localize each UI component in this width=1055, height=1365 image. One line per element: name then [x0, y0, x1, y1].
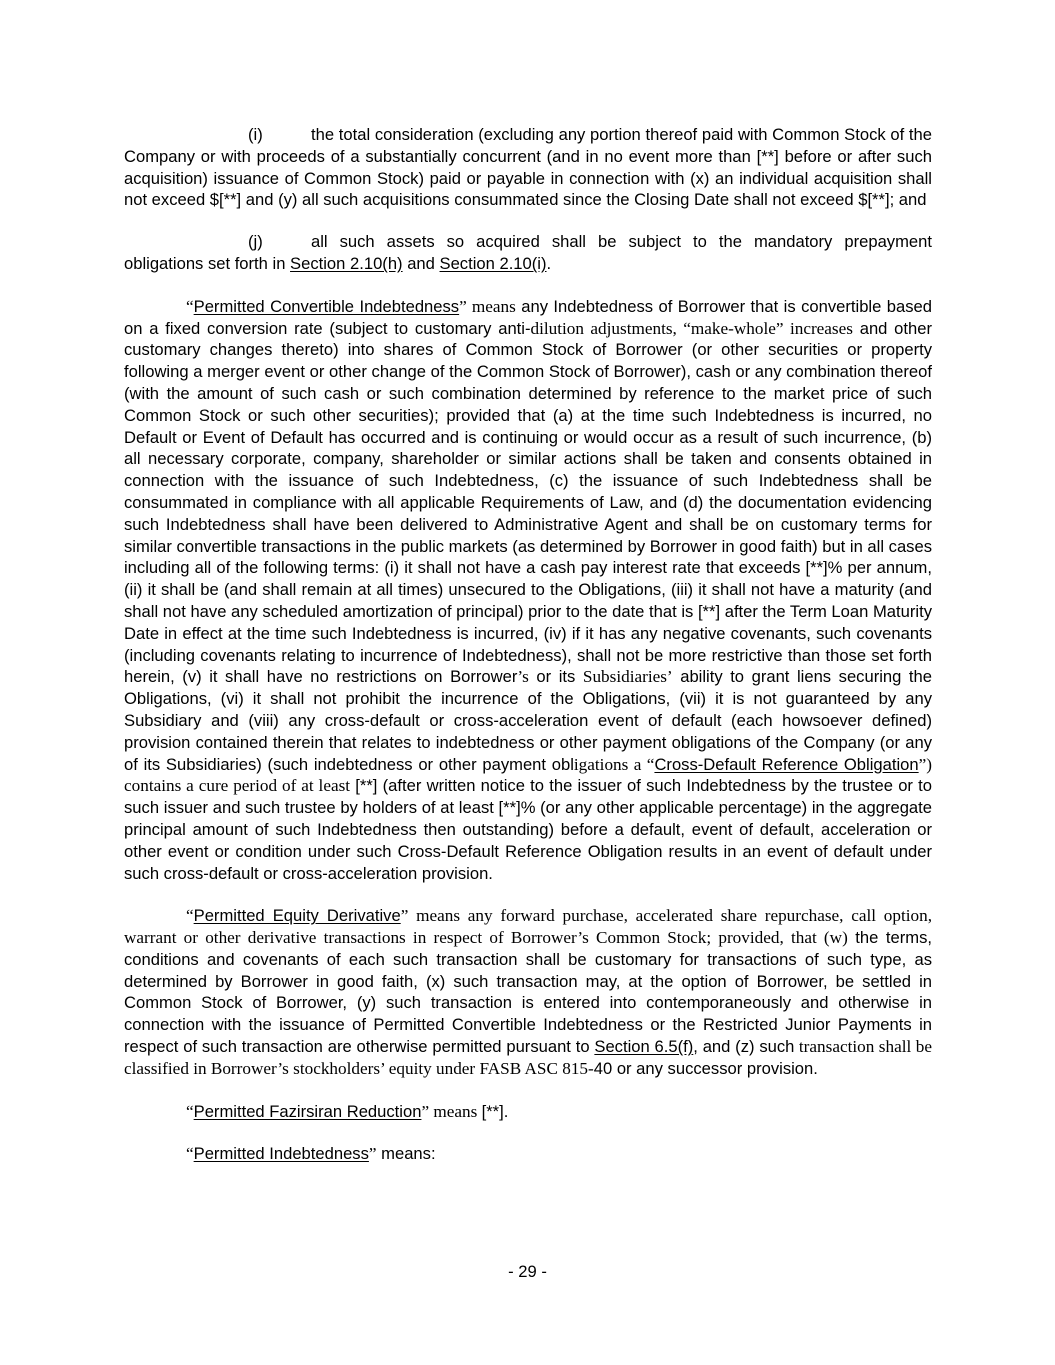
close-quote: ” — [421, 1101, 430, 1121]
defined-term: Permitted Fazirsiran Reduction — [193, 1101, 422, 1121]
page-number: - 29 - — [508, 1262, 547, 1281]
definition-body: transaction shall be classified in Borrower’s stockholders’ equity under FASB ASC 815- — [124, 1037, 932, 1078]
definition-body: ’s — [517, 667, 529, 687]
defined-term: Permitted Equity Derivative — [193, 906, 401, 926]
section-6-5-f-reference: Section 6.5(f) — [594, 1037, 694, 1057]
clause-j-paragraph — [124, 231, 932, 275]
definition-body: , and (z) such — [693, 1037, 795, 1057]
definition-body: 40 or any successor provision. — [593, 1058, 818, 1078]
defined-term: Permitted Convertible Indebtedness — [193, 296, 460, 316]
definition-body: ability to grant liens securing the Obligations, (vi) it shall not prohibit the incurrence of the Obligations, (vii) it is not guaranteed by any Subsidiary and (viii) any cross-default or cross-acceleration event of default (each howsoever defined) provision contained therein that relates to indebtedness or other payment obligations of the Company (or any of its Subsidiaries) (such indebtedness or other payment obl — [124, 667, 932, 774]
clause-j-period: . — [546, 253, 552, 273]
open-quote: “ — [186, 906, 194, 926]
means-word: means — [429, 1101, 482, 1121]
definition-body: dilution adjustments, “make-whole” increases — [530, 318, 853, 338]
definition-permitted-indebtedness — [124, 1143, 932, 1165]
open-quote: “ — [186, 296, 194, 316]
inner-defined-term: Cross-Default Reference Obligation — [654, 754, 919, 774]
section-2-10-i-reference: Section 2.10(i) — [439, 253, 547, 273]
definition-body: [**] (after written notice to the issuer of such Indebtedness by the trustee or to such issuer and such trustee by holders of at least [**]% (or any other applicable percentage) in the aggregate principal amount of such Indebtedness then outstanding) before a default, event of default, acceleration or other event or condition under such Cross-Default Reference Obligation results in an event of default under such cross-default or cross-acceleration provision. — [124, 776, 933, 883]
defined-term: Permitted Indebtedness — [193, 1144, 369, 1164]
spacer — [124, 1080, 932, 1101]
definition-body: or its — [528, 667, 583, 687]
definition-permitted-equity-derivative — [124, 905, 932, 1079]
close-quote: ” — [459, 296, 467, 316]
definition-body: means any forward purchase, accelerated share repurchase, call option, warrant or other derivative transactions in respect of Borrower’s Common Stock; provided, that (w) — [124, 906, 932, 948]
definition-body: the terms, conditions and covenants of each such transaction shall be customary for transactions of such type, as determined by Borrower in good faith, (x) such transaction may, at the option of Borrower, be settled in Common Stock of Borrower, (y) such transaction is entered into contemporaneously and otherwise in connection with the issuance of Permitted Convertible Indebtedness or the Restricted Junior Payments in respect of such transaction are otherwise permitted pursuant to — [124, 928, 932, 1057]
clause-i-paragraph — [124, 124, 932, 211]
section-2-10-h-reference: Section 2.10(h) — [290, 253, 403, 273]
definition-body: Subsidiaries’ — [582, 667, 673, 687]
spacer — [124, 275, 932, 296]
close-quote: ” — [400, 906, 409, 926]
clause-i-number: (i) — [248, 125, 263, 144]
clause-i-text: the total consideration (excluding any portion thereof paid with Common Stock of the Company or with proceeds of a substantially concurrent (and in no event more than [**] before or after such acquisition) issuance of Common Stock) paid or payable in connection with (x) an individual acquisition shall not exceed $[**] and (y) all such acquisitions consummated since the Closing Date shall not exceed $[**]; and — [124, 125, 932, 210]
spacer — [124, 1122, 932, 1143]
open-quote: “ — [186, 1101, 194, 1121]
page-content — [124, 124, 932, 1165]
definition-value: [**]. — [481, 1101, 509, 1121]
spacer — [124, 211, 932, 231]
definition-permitted-convertible-indebtedness — [124, 296, 932, 885]
clause-j-conjunction: and — [402, 253, 440, 273]
definition-body: and other customary changes thereto) into shares of Common Stock of Borrower (or other securities or property following a merger event or other change of the Common Stock of Borrower), cash or any combination thereof (with the amount of such cash or such combination determined by reference to the market price of such Common Stock or such other securities); provided that (a) at the time such Indebtedness is incurred, no Default or Event of Default has occurred and is continuing or would occur as a result of such incurrence, (b) all necessary corporate, company, shareholder or similar actions shall be taken and consents obtained in connection with the issuance of such Indebtedness, (c) the issuance of such Indebtedness shall be consummated in compliance with all applicable Requirements of Law, and (d) the documentation evidencing such Indebtedness shall have been delivered to Administrative Agent and shall be on customary terms for similar convertible transactions in the public markets (as determined by Borrower in good faith) but in all cases including all of the following terms: (i) it shall not have a cash pay interest rate that exceeds [**]% per annum, (ii) it shall be (and shall remain at all times) unsecured to the Obligations, (iii) it shall not have a maturity (and shall not have any scheduled amortization of principal) prior to the date that is [**] after the Term Loan Maturity Date in effect at the time such Indebtedness is incurred, (iv) if it has any negative covenants, such covenants (including covenants relating to incurrence of Indebtedness), shall not be more restrictive than those set forth herein, (v) it shall have no restrictions on Borrower — [124, 318, 933, 687]
means-word: means: — [376, 1144, 436, 1164]
definition-permitted-fazirsiran-reduction — [124, 1101, 932, 1123]
definition-body: ”) contains a cure period of at least — [124, 754, 932, 796]
spacer — [124, 884, 932, 905]
close-quote: ” — [368, 1144, 377, 1164]
definition-body: any Indebtedness of Borrower that is convertible based on a fixed conversion rate (subject to customary anti- — [124, 296, 932, 338]
means-word: means — [466, 296, 516, 316]
clause-j-text: all such assets so acquired shall be subject to the mandatory prepayment obligations set forth in — [124, 232, 932, 273]
open-quote: “ — [186, 1144, 194, 1164]
clause-j-number: (j) — [248, 232, 263, 252]
definition-body: igations a “ — [573, 754, 655, 774]
